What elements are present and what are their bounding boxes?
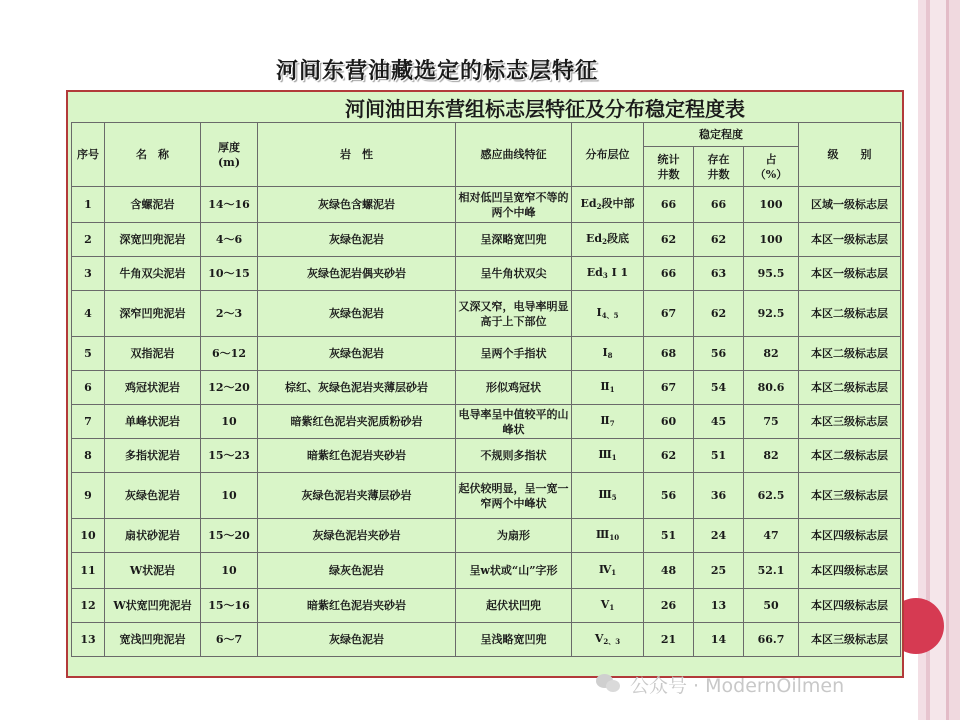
row-stat-wells: 26 — [644, 589, 694, 623]
row-grade: 本区三级标志层 — [799, 623, 901, 657]
table-row — [72, 623, 901, 657]
header-percent-line1: 占 — [765, 152, 777, 166]
row-horizon — [572, 553, 644, 589]
row-lithology: 暗紫红色泥岩夹砂岩 — [258, 589, 456, 623]
row-percent: 92.5 — [744, 291, 799, 337]
table-row — [72, 371, 901, 405]
row-lithology: 绿灰色泥岩 — [258, 553, 456, 589]
row-index: 7 — [72, 405, 105, 439]
header-grade: 级 别 — [799, 123, 901, 187]
row-name: 深宽凹兜泥岩 — [105, 223, 201, 257]
row-grade: 本区三级标志层 — [799, 473, 901, 519]
horizon-suffix: 段底 — [606, 231, 629, 245]
row-grade: 本区四级标志层 — [799, 589, 901, 623]
table-row — [72, 223, 901, 257]
row-log-feature: 形似鸡冠状 — [456, 371, 572, 405]
table-row — [72, 589, 901, 623]
row-stat-wells: 67 — [644, 291, 694, 337]
row-index: 4 — [72, 291, 105, 337]
row-thickness: 15～23 — [201, 439, 258, 473]
row-lithology: 暗紫红色泥岩夹砂岩 — [258, 439, 456, 473]
table-row — [72, 519, 901, 553]
table-row — [72, 337, 901, 371]
row-grade: 本区二级标志层 — [799, 291, 901, 337]
horizon-main: Ed — [586, 231, 603, 245]
row-grade: 本区一级标志层 — [799, 223, 901, 257]
header-percent — [744, 147, 799, 187]
table-row — [72, 439, 901, 473]
horizon-suffix: 段中部 — [601, 196, 635, 210]
row-stat-wells: 68 — [644, 337, 694, 371]
horizon-subscript: 1 — [611, 452, 617, 462]
row-horizon — [572, 405, 644, 439]
row-percent: 82 — [744, 337, 799, 371]
row-horizon — [572, 623, 644, 657]
row-grade: 区域一级标志层 — [799, 187, 901, 223]
header-thickness — [201, 123, 258, 187]
row-percent: 82 — [744, 439, 799, 473]
row-log-feature: 呈牛角状双尖 — [456, 257, 572, 291]
horizon-subscript: 8 — [607, 350, 613, 360]
row-horizon — [572, 371, 644, 405]
row-exist-wells: 56 — [694, 337, 744, 371]
row-index: 11 — [72, 553, 105, 589]
header-name: 名 称 — [105, 123, 201, 187]
row-index: 6 — [72, 371, 105, 405]
row-stat-wells: 51 — [644, 519, 694, 553]
row-lithology: 棕红、灰绿色泥岩夹薄层砂岩 — [258, 371, 456, 405]
row-lithology: 灰绿色泥岩 — [258, 337, 456, 371]
row-log-feature: 呈两个手指状 — [456, 337, 572, 371]
row-index: 2 — [72, 223, 105, 257]
horizon-main: Ⅴ — [600, 597, 610, 611]
row-grade: 本区二级标志层 — [799, 439, 901, 473]
header-horizon: 分布层位 — [572, 123, 644, 187]
horizon-main: Ed — [580, 196, 597, 210]
header-stat-wells-line1: 统计 — [657, 152, 680, 166]
horizon-suffix: Ⅰ 1 — [607, 265, 629, 279]
row-stat-wells: 48 — [644, 553, 694, 589]
horizon-main: Ⅲ — [595, 527, 610, 541]
row-grade: 本区一级标志层 — [799, 257, 901, 291]
row-lithology: 灰绿色泥岩 — [258, 223, 456, 257]
table-row — [72, 257, 901, 291]
table-title: 河间油田东营组标志层特征及分布稳定程度表 — [345, 97, 745, 121]
horizon-main: Ⅱ — [600, 413, 610, 427]
row-name: 宽浅凹兜泥岩 — [105, 623, 201, 657]
row-log-feature: 起伏较明显，呈一宽一窄两个中峰状 — [456, 473, 572, 519]
row-name: 含螺泥岩 — [105, 187, 201, 223]
row-horizon — [572, 257, 644, 291]
row-lithology: 灰绿色泥岩偶夹砂岩 — [258, 257, 456, 291]
row-log-feature: 呈深略宽凹兜 — [456, 223, 572, 257]
horizon-main: Ⅳ — [598, 562, 612, 576]
header-row-1 — [72, 123, 901, 147]
row-exist-wells: 36 — [694, 473, 744, 519]
header-thickness-unit: (m) — [217, 155, 241, 169]
row-index: 9 — [72, 473, 105, 519]
horizon-subscript: 1 — [611, 567, 617, 577]
table-row — [72, 473, 901, 519]
row-index: 8 — [72, 439, 105, 473]
table-row — [72, 405, 901, 439]
row-exist-wells: 62 — [694, 223, 744, 257]
row-name: 多指状泥岩 — [105, 439, 201, 473]
row-thickness: 4～6 — [201, 223, 258, 257]
header-stability: 稳定程度 — [644, 123, 799, 147]
row-horizon — [572, 337, 644, 371]
horizon-main: Ed — [586, 265, 603, 279]
row-exist-wells: 63 — [694, 257, 744, 291]
row-percent: 52.1 — [744, 553, 799, 589]
horizon-subscript: 7 — [609, 418, 615, 428]
row-stat-wells: 67 — [644, 371, 694, 405]
row-thickness: 2～3 — [201, 291, 258, 337]
row-percent: 100 — [744, 223, 799, 257]
row-exist-wells: 25 — [694, 553, 744, 589]
horizon-subscript: 10 — [609, 532, 620, 542]
row-log-feature: 为扇形 — [456, 519, 572, 553]
horizon-subscript: 1 — [609, 384, 615, 394]
row-lithology: 暗紫红色泥岩夹泥质粉砂岩 — [258, 405, 456, 439]
horizon-main: Ⅱ — [600, 379, 610, 393]
row-lithology: 灰绿色泥岩夹薄层砂岩 — [258, 473, 456, 519]
row-lithology: 灰绿色含螺泥岩 — [258, 187, 456, 223]
row-grade: 本区四级标志层 — [799, 553, 901, 589]
row-stat-wells: 62 — [644, 439, 694, 473]
row-percent: 47 — [744, 519, 799, 553]
row-percent: 80.6 — [744, 371, 799, 405]
row-thickness: 15～16 — [201, 589, 258, 623]
horizon-main: Ⅴ — [594, 631, 604, 645]
row-horizon — [572, 291, 644, 337]
row-name: 鸡冠状泥岩 — [105, 371, 201, 405]
row-grade: 本区二级标志层 — [799, 371, 901, 405]
row-exist-wells: 45 — [694, 405, 744, 439]
row-log-feature: 相对低凹呈宽窄不等的两个中峰 — [456, 187, 572, 223]
horizon-subscript: 2 — [602, 236, 607, 246]
header-log-feature: 感应曲线特征 — [456, 123, 572, 187]
row-exist-wells: 62 — [694, 291, 744, 337]
row-stat-wells: 60 — [644, 405, 694, 439]
row-exist-wells: 66 — [694, 187, 744, 223]
row-thickness: 10 — [201, 553, 258, 589]
row-log-feature: 电导率呈中值较平的山峰状 — [456, 405, 572, 439]
row-stat-wells: 62 — [644, 223, 694, 257]
row-name: 扇状砂泥岩 — [105, 519, 201, 553]
table-row — [72, 553, 901, 589]
row-stat-wells: 56 — [644, 473, 694, 519]
row-name: 灰绿色泥岩 — [105, 473, 201, 519]
header-stat-wells — [644, 147, 694, 187]
row-exist-wells: 51 — [694, 439, 744, 473]
row-thickness: 10 — [201, 473, 258, 519]
header-stat-wells-line2: 井数 — [657, 167, 680, 181]
row-stat-wells: 66 — [644, 187, 694, 223]
horizon-main: Ⅰ — [602, 345, 608, 359]
header-exist-wells-line1: 存在 — [707, 152, 730, 166]
row-percent: 62.5 — [744, 473, 799, 519]
row-horizon — [572, 519, 644, 553]
table-row — [72, 291, 901, 337]
row-thickness: 6～7 — [201, 623, 258, 657]
marker-layer-table — [71, 122, 901, 657]
row-index: 1 — [72, 187, 105, 223]
row-grade: 本区三级标志层 — [799, 405, 901, 439]
row-index: 3 — [72, 257, 105, 291]
row-name: 双指泥岩 — [105, 337, 201, 371]
horizon-subscript: 1 — [609, 602, 615, 612]
horizon-subscript: 3 — [602, 270, 608, 280]
row-thickness: 10～15 — [201, 257, 258, 291]
horizon-main: Ⅲ — [598, 487, 612, 501]
horizon-main: Ⅲ — [598, 447, 612, 461]
horizon-subscript: 4、5 — [601, 310, 619, 320]
row-index: 12 — [72, 589, 105, 623]
wechat-icon — [596, 674, 622, 694]
row-log-feature: 又深又窄，电导率明显高于上下部位 — [456, 291, 572, 337]
row-exist-wells: 54 — [694, 371, 744, 405]
header-lithology: 岩 性 — [258, 123, 456, 187]
row-grade: 本区二级标志层 — [799, 337, 901, 371]
row-horizon — [572, 589, 644, 623]
row-horizon — [572, 187, 644, 223]
header-thickness-label: 厚度 — [218, 140, 240, 154]
row-percent: 50 — [744, 589, 799, 623]
row-thickness: 12～20 — [201, 371, 258, 405]
slide-title: 河间东营油藏选定的标志层特征 — [276, 58, 599, 84]
row-index: 10 — [72, 519, 105, 553]
horizon-subscript: 5 — [611, 492, 617, 502]
row-index: 5 — [72, 337, 105, 371]
row-log-feature: 呈浅略宽凹兜 — [456, 623, 572, 657]
row-horizon — [572, 223, 644, 257]
horizon-main: Ⅰ — [596, 305, 602, 319]
header-exist-wells-line2: 井数 — [707, 167, 730, 181]
header-percent-line2: （%） — [754, 167, 788, 181]
row-thickness: 14～16 — [201, 187, 258, 223]
row-horizon — [572, 473, 644, 519]
row-lithology: 灰绿色泥岩 — [258, 291, 456, 337]
row-name: 单峰状泥岩 — [105, 405, 201, 439]
row-thickness: 6～12 — [201, 337, 258, 371]
row-lithology: 灰绿色泥岩 — [258, 623, 456, 657]
row-index: 13 — [72, 623, 105, 657]
row-name: W状宽凹兜泥岩 — [105, 589, 201, 623]
header-exist-wells — [694, 147, 744, 187]
watermark — [596, 670, 932, 698]
horizon-subscript: 2、3 — [603, 636, 621, 646]
row-horizon — [572, 439, 644, 473]
horizon-subscript: 2 — [596, 201, 602, 211]
row-stat-wells: 21 — [644, 623, 694, 657]
row-exist-wells: 13 — [694, 589, 744, 623]
row-thickness: 15～20 — [201, 519, 258, 553]
header-index: 序号 — [72, 123, 105, 187]
row-exist-wells: 14 — [694, 623, 744, 657]
row-name: W状泥岩 — [105, 553, 201, 589]
table-body — [72, 187, 901, 657]
row-exist-wells: 24 — [694, 519, 744, 553]
row-stat-wells: 66 — [644, 257, 694, 291]
watermark-text: 公众号 · ModernOilmen — [630, 674, 845, 697]
row-lithology: 灰绿色泥岩夹砂岩 — [258, 519, 456, 553]
row-percent: 95.5 — [744, 257, 799, 291]
row-name: 深窄凹兜泥岩 — [105, 291, 201, 337]
row-log-feature: 不规则多指状 — [456, 439, 572, 473]
row-name: 牛角双尖泥岩 — [105, 257, 201, 291]
table-row — [72, 187, 901, 223]
row-percent: 100 — [744, 187, 799, 223]
row-percent: 75 — [744, 405, 799, 439]
row-percent: 66.7 — [744, 623, 799, 657]
row-grade: 本区四级标志层 — [799, 519, 901, 553]
row-thickness: 10 — [201, 405, 258, 439]
row-log-feature: 呈w状或“山”字形 — [456, 553, 572, 589]
row-log-feature: 起伏状凹兜 — [456, 589, 572, 623]
